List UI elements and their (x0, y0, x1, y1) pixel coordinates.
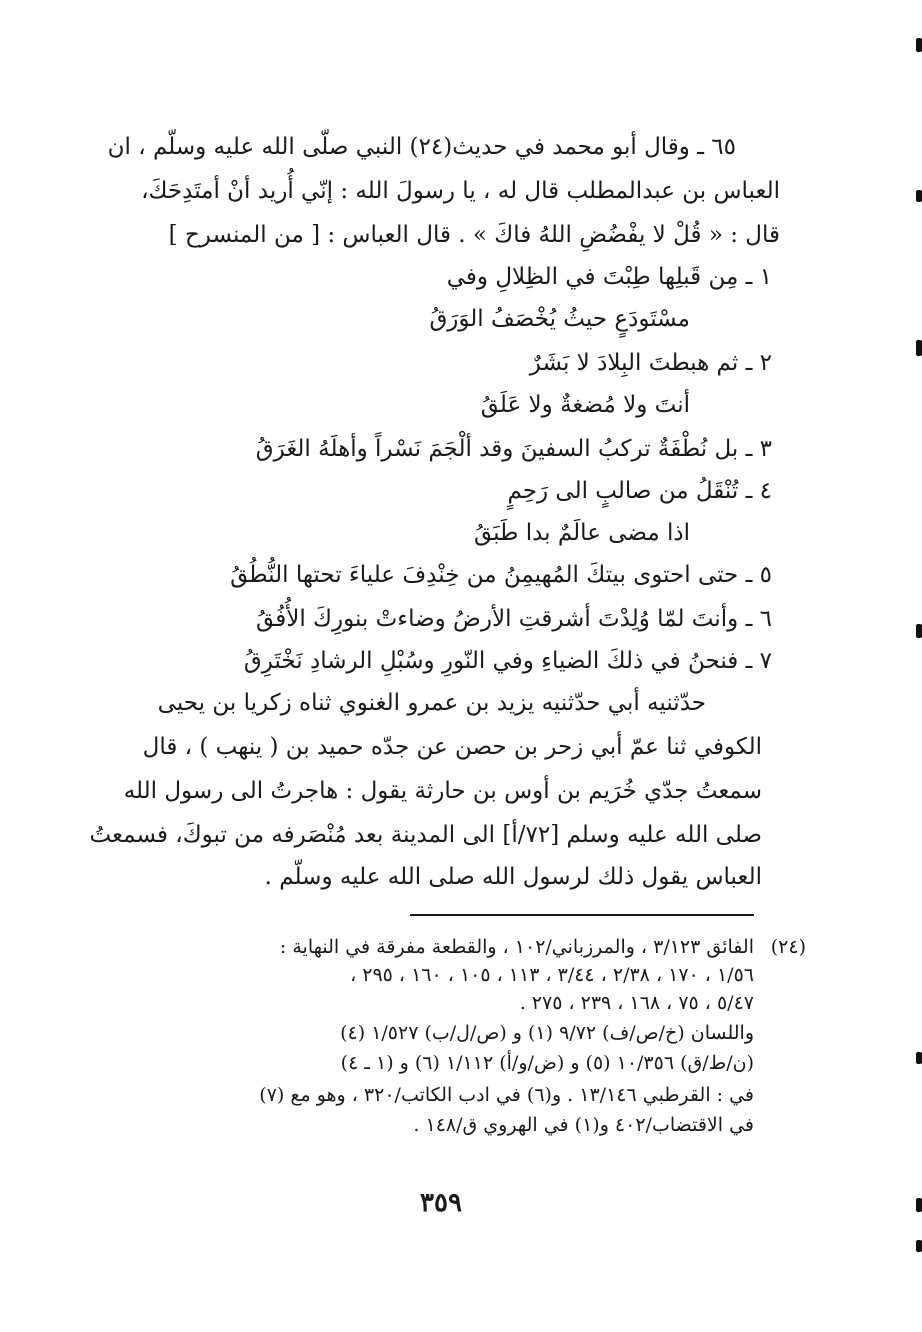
verse-4-first-hemistich: ٤ ـ تُنْقَلُ من صالبٍ الى رَحِمٍ (507, 478, 772, 504)
footnote-separator (410, 914, 754, 916)
scan-edge-mark (916, 38, 922, 52)
scan-edge-mark (916, 1198, 922, 1212)
isnad-line: الكوفي ثنا عمّ أبي زحر بن حصن عن جدّه حميد بن ( ينهب ) ، قال (142, 734, 762, 760)
intro-line: العباس بن عبدالمطلب قال له ، يا رسولَ الله : إنّي أُريد أنْ أمتَدِحَكَ، (141, 178, 780, 204)
footnote-line: واللسان (خ/ص/ف) ٩/٧٢ (١) و (ص/ل/ب) ١/٥٢٧ (٤) (340, 1022, 754, 1044)
scan-edge-mark (916, 1052, 922, 1064)
footnote-line: الفائق ٣/١٢٣ ، والمرزباني/١٠٢ ، والقطعة مفرقة في النهاية : (279, 936, 754, 958)
isnad-line: حدّثنيه أبي حدّثنيه يزيد بن عمرو الغنوي ثناه زكريا بن يحيى (157, 690, 706, 716)
footnote-line: ١/٥٦ ، ١٧٠ ، ٢/٣٨ ، ٣/٤٤ ، ١١٣ ، ١٠٥ ، ١٦٠ ، ٢٩٥ ، (350, 964, 754, 986)
isnad-line: سمعتُ جدّي خُرَيم بن أوس بن حارثة يقول : هاجرتُ الى رسول الله (123, 778, 762, 804)
isnad-line: العباس يقول ذلك لرسول الله صلى الله عليه وسلّم . (264, 864, 762, 890)
isnad-line: صلى الله عليه وسلم [٧٢/أ] الى المدينة بعد مُنْصَرفه من تبوكَ، فسمعتُ (89, 822, 762, 848)
scan-edge-mark (916, 190, 922, 202)
page-number: ٣٥٩ (420, 1188, 462, 1218)
verse-6: ٦ ـ وأنتَ لمّا وُلِدْتَ أشرقتِ الأرضُ وضاءتْ بنورِكَ الأُفُقُ (256, 606, 772, 632)
footnote-line: ٥/٤٧ ، ٧٥ ، ١٦٨ ، ٢٣٩ ، ٢٧٥ . (519, 992, 754, 1014)
scan-edge-mark (916, 340, 922, 356)
verse-4-second-hemistich: اذا مضى عالَمٌ بدا طَبَقُ (473, 520, 690, 546)
verse-3: ٣ ـ بل نُطْفَةٌ تركبُ السفينَ وقد ألْجَمَ نَسْراً وأهلَهُ الغَرَقُ (255, 436, 772, 462)
scan-edge-mark (916, 624, 922, 638)
footnote-marker: (٢٤) (770, 936, 806, 958)
verse-7: ٧ ـ فنحنُ في ذلكَ الضياءِ وفي النّورِ وسُبْلِ الرشادِ نَخْتَرِقُ (243, 648, 772, 674)
scan-edge-mark (916, 1240, 922, 1252)
intro-line: قال : « قُلْ لا يفْضُضِ اللهُ فاكَ » . قال العباس : [ من المنسرح ] (168, 222, 780, 248)
footnote-line: (ن/ط/ق) ١٠/٣٥٦ (٥) و (ض/و/أ) ١/١١٢ (٦) و (١ ـ ٤) (340, 1052, 754, 1074)
footnote-line: في الاقتضاب/٤٠٢ و(١) في الهروي ق/١٤٨ . (413, 1114, 754, 1136)
footnote-line: في : القرطبي ١٣/١٤٦ . و(٦) في ادب الكاتب/٣٢٠ ، وهو مع (٧) (259, 1084, 754, 1106)
verse-1-second-hemistich: مسْتَودَعٍ حيثُ يُخْصَفُ الوَرَقُ (429, 306, 690, 332)
verse-5: ٥ ـ حتى احتوى بيتكَ المُهيمِنُ من خِنْدِفَ علياءَ تحتها النُّطُقُ (230, 562, 772, 588)
verse-2-second-hemistich: أنتَ ولا مُضغةٌ ولا عَلَقُ (480, 392, 690, 418)
verse-2-first-hemistich: ٢ ـ ثم هبطتَ البِلادَ لا بَشَرٌ (529, 350, 772, 376)
intro-line: ٦٥ ـ وقال أبو محمد في حديث(٢٤) النبي صلّى الله عليه وسلّم ، ان (107, 134, 736, 160)
verse-1-first-hemistich: ١ ـ مِن قَبلِها طِبْتَ في الظِلالِ وفي (446, 264, 772, 290)
